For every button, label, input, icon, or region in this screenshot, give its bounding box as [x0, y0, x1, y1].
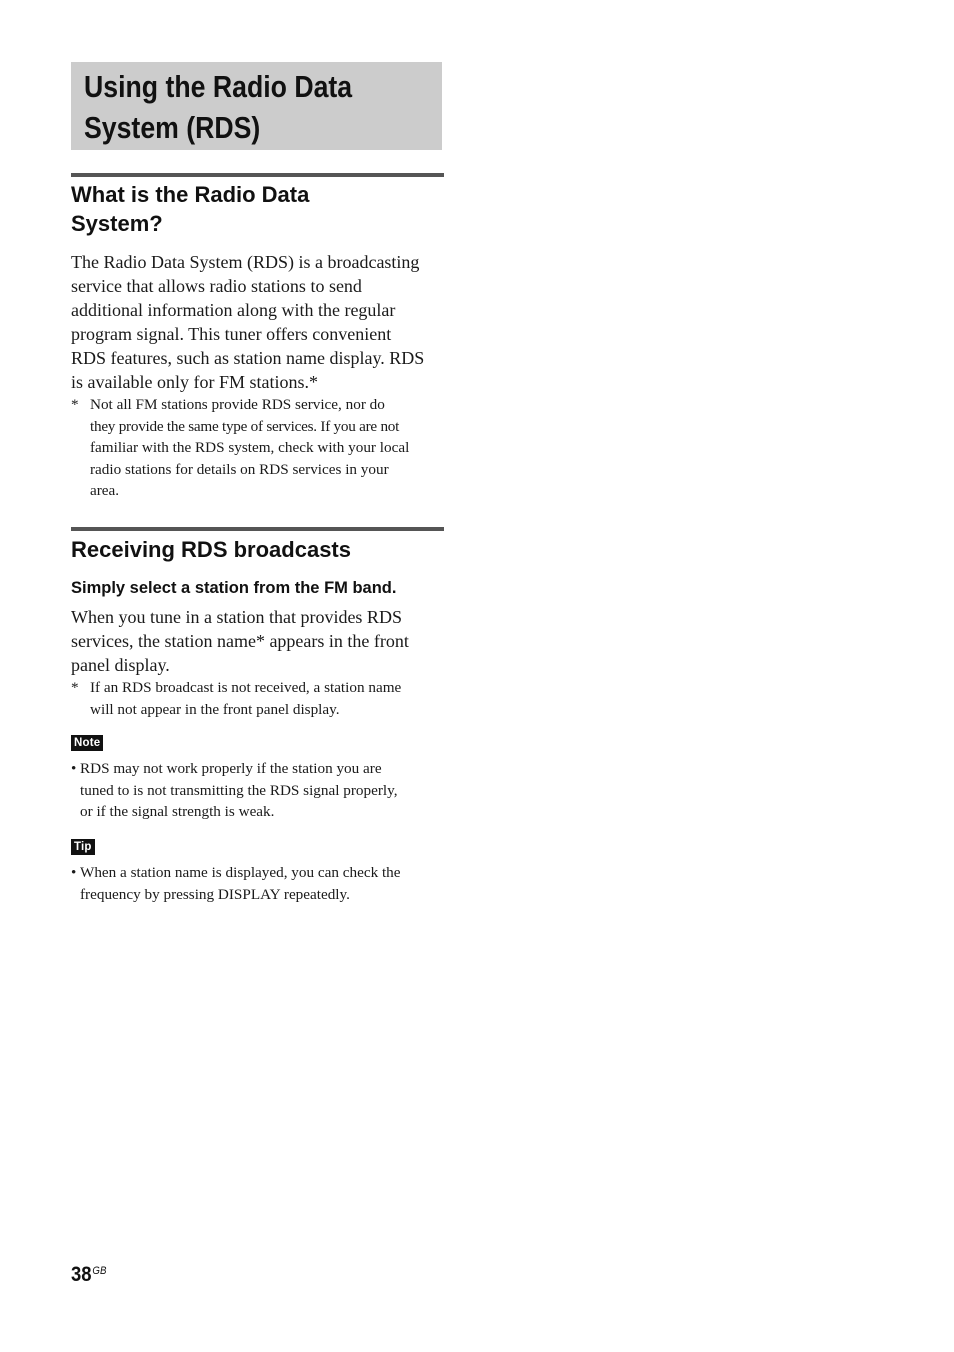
body-line: The Radio Data System (RDS) is a broadcasting	[71, 252, 420, 272]
page-number-value: 38	[71, 1263, 92, 1286]
tip-text	[71, 862, 443, 905]
body-line: When you tune in a station that provides RDS	[71, 607, 402, 627]
footnote-text	[71, 677, 443, 720]
footnote-line: Not all FM stations provide RDS service, nor do	[90, 396, 385, 413]
body-line: services, the station name* appears in the front	[71, 631, 409, 651]
body-line: RDS features, such as station name display. RDS	[71, 348, 425, 368]
footnote-mark: *	[71, 679, 79, 696]
footnote-line: area.	[90, 482, 120, 499]
chapter-title	[84, 66, 385, 148]
chapter-title-box	[71, 62, 442, 150]
section-heading-line-1: What is the Radio Data	[71, 182, 310, 207]
note-text	[71, 758, 443, 823]
footnote-line: familiar with the RDS system, check with your local	[90, 439, 410, 456]
body-line: panel display.	[71, 655, 170, 675]
note-line: RDS may not work properly if the station you are	[80, 760, 382, 777]
footnote-text	[71, 394, 443, 502]
page-region-suffix: GB	[92, 1265, 107, 1277]
chapter-title-line-2: System (RDS)	[84, 110, 261, 145]
bullet-dot: •	[71, 864, 77, 881]
footnote-fm-stations	[71, 394, 443, 502]
body-line: program signal. This tuner offers convenient	[71, 324, 392, 344]
section-heading-receiving-rds: Receiving RDS broadcasts	[71, 537, 351, 562]
note-line: or if the signal strength is weak.	[80, 803, 275, 820]
footnote-station-name	[71, 677, 443, 720]
footnote-line: will not appear in the front panel display.	[90, 700, 340, 718]
note-bullet-item	[71, 758, 443, 823]
tip-label-badge: Tip	[71, 839, 95, 855]
section-divider-rule	[71, 173, 444, 177]
note-label-badge: Note	[71, 735, 103, 751]
body-line: is available only for FM stations.*	[71, 372, 318, 392]
section-heading-line-2: System?	[71, 211, 163, 236]
tip-line: When a station name is displayed, you can check the	[80, 864, 401, 881]
rds-description-paragraph	[71, 250, 443, 394]
footnote-line: they provide the same type of services. If you are not	[90, 417, 400, 435]
footnote-mark: *	[71, 396, 79, 413]
page-number	[71, 1258, 106, 1288]
section-divider-rule	[71, 527, 444, 531]
receiving-description-paragraph	[71, 605, 443, 677]
step-instruction: Simply select a station from the FM band.	[71, 579, 397, 597]
body-line: additional information along with the regular	[71, 300, 396, 320]
footnote-line: radio stations for details on RDS services in your	[90, 460, 389, 478]
body-line: service that allows radio stations to send	[71, 276, 362, 296]
tip-line: frequency by pressing DISPLAY repeatedly.	[80, 885, 350, 903]
tip-bullet-item	[71, 862, 443, 905]
section-heading-what-is-rds	[71, 180, 443, 238]
footnote-line: If an RDS broadcast is not received, a station name	[90, 679, 402, 696]
chapter-title-line-1: Using the Radio Data	[84, 69, 353, 104]
bullet-dot: •	[71, 760, 77, 777]
note-line: tuned to is not transmitting the RDS signal properly,	[80, 781, 398, 799]
